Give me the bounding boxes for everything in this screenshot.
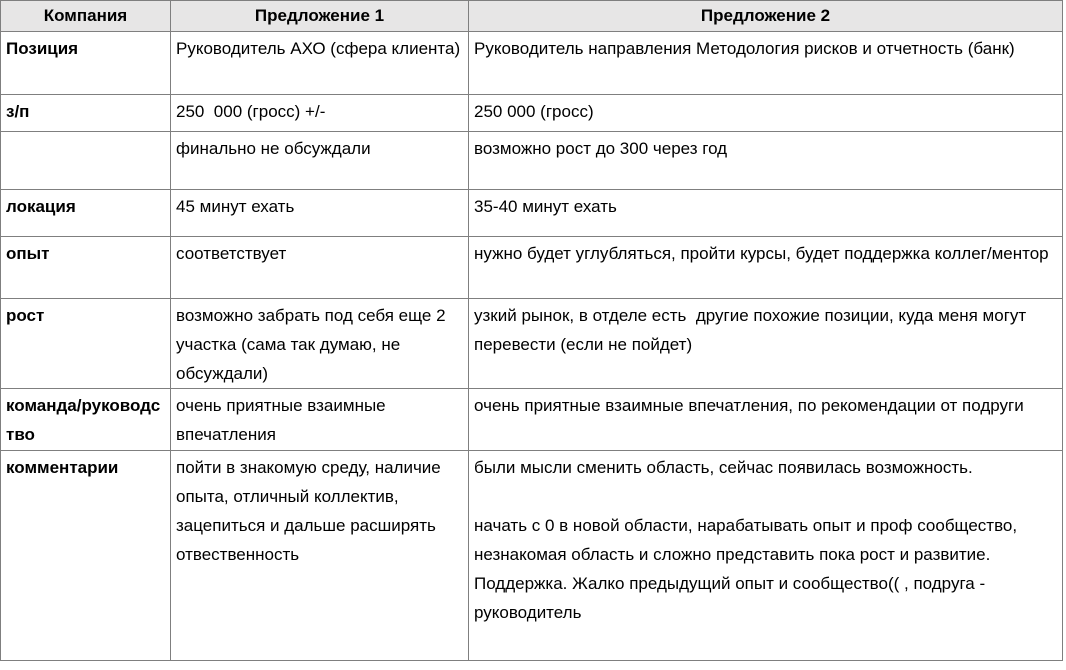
row-salary [1, 95, 1063, 132]
offer1-cell[interactable]: соответствует [171, 237, 469, 299]
row-label[interactable]: команда/руководство [1, 389, 171, 451]
row-team [1, 389, 1063, 451]
offer2-cell[interactable]: нужно будет углубляться, пройти курсы, будет поддержка коллег/ментор [469, 237, 1063, 299]
header-company[interactable]: Компания [1, 1, 171, 32]
row-salary-notes [1, 132, 1063, 190]
header-row [1, 1, 1063, 32]
row-location [1, 190, 1063, 237]
offer1-cell[interactable]: 45 минут ехать [171, 190, 469, 237]
row-label[interactable]: локация [1, 190, 171, 237]
offer2-cell[interactable]: узкий рынок, в отделе есть другие похожие позиции, куда меня могут перевести (если не пойдет) [469, 299, 1063, 389]
row-label[interactable]: опыт [1, 237, 171, 299]
offer2-cell[interactable]: очень приятные взаимные впечатления, по рекомендации от подруги [469, 389, 1063, 451]
row-label[interactable]: рост [1, 299, 171, 389]
header-offer-2[interactable]: Предложение 2 [469, 1, 1063, 32]
offer1-cell[interactable]: 250 000 (гросс) +/- [171, 95, 469, 132]
row-growth [1, 299, 1063, 389]
offer1-cell[interactable]: финально не обсуждали [171, 132, 469, 190]
row-label[interactable]: Позиция [1, 32, 171, 95]
row-position [1, 32, 1063, 95]
offer2-cell[interactable]: 35-40 минут ехать [469, 190, 1063, 237]
offer1-cell[interactable]: очень приятные взаимные впечатления [171, 389, 469, 451]
offer1-cell[interactable]: возможно забрать под себя еще 2 участка (сама так думаю, не обсуждали) [171, 299, 469, 389]
row-label[interactable] [1, 132, 171, 190]
offer2-cell[interactable]: 250 000 (гросс) [469, 95, 1063, 132]
row-experience [1, 237, 1063, 299]
offer2-cell[interactable]: возможно рост до 300 через год [469, 132, 1063, 190]
row-label[interactable]: з/п [1, 95, 171, 132]
header-offer-1[interactable]: Предложение 1 [171, 1, 469, 32]
row-label[interactable]: комментарии [1, 451, 171, 661]
offer1-cell[interactable]: Руководитель АХО (сфера клиента) [171, 32, 469, 95]
offer1-cell[interactable]: пойти в знакомую среду, наличие опыта, отличный коллектив, зацепиться и дальше расширять отвественность [171, 451, 469, 661]
offer2-cell[interactable]: Руководитель направления Методология рисков и отчетность (банк) [469, 32, 1063, 95]
row-comments [1, 451, 1063, 661]
offer2-cell[interactable]: были мысли сменить область, сейчас появилась возможность. начать с 0 в новой области, нарабатывать опыт и проф сообщество, незнакомая область и сложно представить пока рост и развитие. Поддержка. Жалко предыдущий опыт и сообщество(( , подруга - руководитель [469, 451, 1063, 661]
